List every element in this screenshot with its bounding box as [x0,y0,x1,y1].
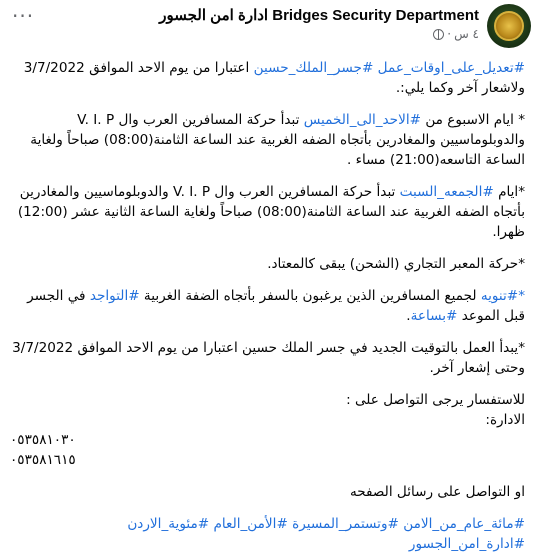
paragraph-start: *يبدأ العمل بالتوقيت الجديد في جسر الملك حسين اعتبارا من يوم الاحد الموافق 3/7/2022 وحتى إشعار آخر. [12,340,525,376]
hashtag-link[interactable]: #تعديل_على_اوقات_عمل #جسر_الملك_حسين [253,60,525,76]
hashtag-link[interactable]: #مائة_عام_من_الامن [403,516,525,532]
weekdays-prefix: * ايام الاسبوع من [421,112,525,128]
post-body [10,58,525,554]
phone-number-2[interactable]: ٠٥٣٥٨١٦١٥ [10,452,76,468]
page-name-link[interactable]: Bridges Security Department ادارة امن الجسور [159,7,479,24]
hashtag-link[interactable]: #مئوية_الاردن [127,516,210,532]
hashtag-link[interactable]: #التواجد [89,288,140,304]
paragraph-cargo: *حركة المعبر التجاري (الشحن) يبقى كالمعتاد. [267,256,525,272]
hashtag-link[interactable]: *#تنويه [480,288,525,304]
paragraph-messages: او التواصل على رسائل الصفحه [349,484,525,500]
notice-end: . [406,308,411,324]
post-timestamp[interactable]: ٤ س [454,27,479,41]
post-header [159,4,531,48]
paragraph-notice [10,286,525,326]
hashtag-link[interactable]: #الأمن_العام [213,516,288,532]
phone-number [10,450,525,470]
paragraph-intro [10,58,525,98]
weekend-prefix: *ايام [493,184,525,200]
hashtag-link[interactable]: #الاحد_الى_الخميس [303,112,422,128]
notice-text-2: في الجسر قبل الموعد [27,288,525,324]
paragraph-weekdays [10,110,525,170]
hashtag-link[interactable]: #ادارة_امن_الجسور [408,536,525,552]
contact-line-2: الادارة: [485,412,525,428]
hashtag-link[interactable]: #بساعة [410,308,458,324]
crest-icon [494,11,524,41]
separator-dot: · [447,27,452,41]
globe-icon[interactable] [433,29,444,40]
hashtag-link[interactable]: #الجمعه_السبت [399,184,494,200]
post-meta [159,4,479,41]
phone-number [10,430,525,450]
intro-text: اعتبارا من يوم الاحد الموافق 3/7/2022 ولاشعار آخر وكما يلي:. [23,60,525,96]
contact-line-1: للاستفسار يرجى التواصل على : [346,392,525,408]
footer-hashtags-2 [10,534,525,554]
weekdays-text: تبدأ حركة المسافرين العرب وال V. I. P والدوبلوماسيين والمغادرين بأتجاه الضفه الغربية عند الساعة الثامنة(08:00) صباحاً ولغاية الساعة التاسعه(21:00) مساء . [30,112,525,168]
weekend-text: تبدأ حركة المسافرين العرب وال V. I. P والدوبلوماسيين والمغادرين بأتجاه الضفه الغربية عند الساعة الثامنة(08:00) صباحاً ولغاية الساعة الثانية عشر (12:00) ظهرا. [17,184,525,240]
more-options-button[interactable]: ··· [12,4,35,28]
footer-hashtags [10,514,525,534]
notice-text: لجميع المسافرين الذين يرغبون بالسفر بأتجاه الضفة الغربية [139,288,481,304]
paragraph-weekend [10,182,525,242]
phone-number-1[interactable]: ٠٥٣٥٨١٠٣٠ [10,432,76,448]
post-subline [159,27,479,41]
page-avatar[interactable] [487,4,531,48]
hashtag-link[interactable]: #وتستمر_المسيرة [292,516,399,532]
